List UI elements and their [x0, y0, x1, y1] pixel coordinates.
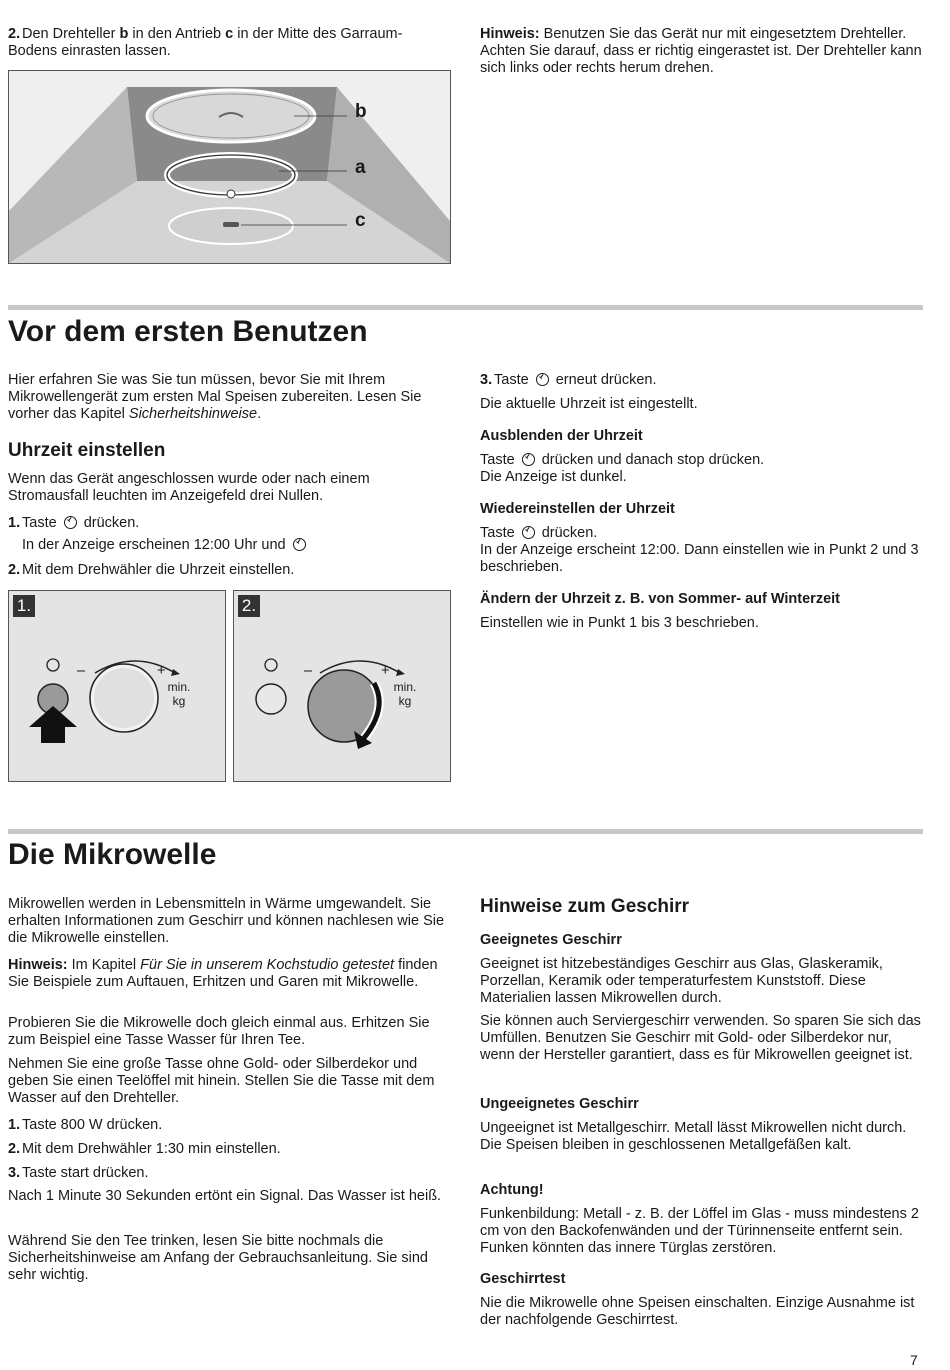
- heading-suitable-dishes: Geeignetes Geschirr: [480, 932, 622, 948]
- microwave-intro: Mikrowellen werden in Lebensmitteln in Wärme umgewandelt. Sie erhalten Informationen zum Geschirr und können nachlesen wie Sie die Mikrowelle einstellen.: [8, 896, 445, 946]
- turntable-figure: [8, 70, 451, 264]
- reset-clock-text: Taste drücken. In der Anzeige erscheint 12:00. Dann einstellen wie in Punkt 2 und 3 beschrieben.: [480, 525, 919, 575]
- microwave-step-3: 3. Taste start drücken.: [8, 1165, 149, 1181]
- serving-dishes-text: Sie können auch Serviergeschirr verwenden. So sparen Sie sich das Umfüllen. Benutzen Sie Geschirr mit Gold- oder Silberdekor nur, wenn der Hersteller garantiert, dass es für Mikrowellen geeignet ist.: [480, 1013, 921, 1063]
- microwave-step-2: 2. Mit dem Drehwähler 1:30 min einstellen.: [8, 1141, 281, 1157]
- clock-icon: [522, 526, 535, 539]
- control-panel-figure-1: [8, 590, 226, 782]
- panel-step-label: 2.: [238, 595, 260, 617]
- clock-icon: [522, 453, 535, 466]
- panel-plus: +: [157, 663, 166, 679]
- control-panel-figure-2: [233, 590, 451, 782]
- cup-text: Nehmen Sie eine große Tasse ohne Gold- oder Silberdekor und geben Sie einen Teelöffel mit hinein. Stellen Sie die Tasse mit dem Wasser auf den Drehteller.: [8, 1056, 435, 1106]
- section-title-microwave: Die Mikrowelle: [8, 838, 217, 871]
- clock-step-2: 2. Mit dem Drehwähler die Uhrzeit einstellen.: [8, 562, 295, 578]
- try-text: Probieren Sie die Mikrowelle doch gleich einmal aus. Erhitzen Sie zum Beispiel eine Tasse Wasser für Ihren Tee.: [8, 1015, 430, 1048]
- microwave-hint: Hinweis: Im Kapitel Für Sie in unserem Kochstudio getestet finden Sie Beispiele zum Auftauen, Erhitzen und Garen mit Mikrowelle.: [8, 957, 438, 990]
- clock-icon: [64, 516, 77, 529]
- suitable-dishes-text: Geeignet ist hitzebeständiges Geschirr aus Glas, Glaskeramik, Porzellan, Keramik oder temperaturfestem Kunststoff. Diese Materialien lassen Mikrowellen durch.: [480, 956, 883, 1006]
- panel-kg-label: kg: [398, 694, 412, 708]
- signal-text: Nach 1 Minute 30 Sekunden ertönt ein Signal. Das Wasser ist heiß.: [8, 1188, 442, 1204]
- label-b: b: [355, 101, 367, 122]
- turntable-illustration: [9, 71, 450, 263]
- heading-dish-test: Geschirrtest: [480, 1271, 566, 1287]
- microwave-step-1: 1. Taste 800 W drücken.: [8, 1117, 163, 1133]
- turntable-hint: Hinweis: Benutzen Sie das Gerät nur mit eingesetztem Drehteller. Achten Sie darauf, dass er richtig eingerastet ist. Der Drehteller kann sich links oder rechts herum drehen.: [480, 26, 922, 76]
- unsuitable-dishes-text: Ungeeignet ist Metallgeschirr. Metall lässt Mikrowellen nicht durch. Die Speisen bleiben in geschlossenen Metallgefäßen kalt.: [480, 1120, 907, 1153]
- heading-unsuitable-dishes: Ungeeignetes Geschirr: [480, 1096, 639, 1112]
- clock-icon: [536, 373, 549, 386]
- panel-kg-label: kg: [172, 694, 186, 708]
- panel-minus: –: [77, 663, 86, 679]
- label-c: c: [355, 210, 366, 231]
- heading-set-clock: Uhrzeit einstellen: [8, 440, 166, 461]
- step-2-turntable: 2. Den Drehteller b in den Antrieb c in der Mitte des Garraum-Bodens einrasten lassen.: [8, 26, 403, 59]
- hide-clock-text: Taste drücken und danach stop drücken. Die Anzeige ist dunkel.: [480, 452, 765, 485]
- section-rule: [8, 829, 923, 834]
- clock-step-1-result: In der Anzeige erscheinen 12:00 Uhr und: [22, 537, 309, 554]
- heading-change-clock: Ändern der Uhrzeit z. B. von Sommer- auf Winterzeit: [480, 591, 840, 607]
- section-title-first-use: Vor dem ersten Benutzen: [8, 315, 368, 348]
- panel-min-label: min.: [167, 680, 191, 694]
- panel-min-label: min.: [393, 680, 417, 694]
- panel-step-label: 1.: [13, 595, 35, 617]
- panel-plus: +: [381, 663, 390, 679]
- clock-step-3-result: Die aktuelle Uhrzeit ist eingestellt.: [480, 396, 698, 412]
- heading-reset-clock: Wiedereinstellen der Uhrzeit: [480, 501, 675, 517]
- first-use-intro: Hier erfahren Sie was Sie tun müssen, bevor Sie mit Ihrem Mikrowellengerät zum ersten Mal Speisen zubereiten. Lesen Sie vorher das Kapitel Sicherheitshinweise.: [8, 372, 422, 422]
- section-rule: [8, 305, 923, 310]
- clock-icon: [293, 538, 306, 551]
- panel-minus: –: [304, 663, 313, 679]
- dish-test-text: Nie die Mikrowelle ohne Speisen einschalten. Einzige Ausnahme ist der nachfolgende Geschirrtest.: [480, 1295, 915, 1328]
- set-clock-text: Wenn das Gerät angeschlossen wurde oder nach einem Stromausfall leuchten im Anzeigefeld drei Nullen.: [8, 471, 370, 504]
- label-a: a: [355, 157, 366, 178]
- clock-step-1: 1. Taste drücken.: [8, 515, 140, 531]
- tea-text: Während Sie den Tee trinken, lesen Sie bitte nochmals die Sicherheitshinweise am Anfang der Gebrauchsanleitung. Sie sind sehr wichtig.: [8, 1233, 428, 1283]
- clock-step-3: 3. Taste erneut drücken.: [480, 372, 657, 388]
- heading-dishes: Hinweise zum Geschirr: [480, 896, 690, 917]
- page-number: 7: [910, 1352, 918, 1368]
- change-clock-text: Einstellen wie in Punkt 1 bis 3 beschrieben.: [480, 615, 759, 631]
- heading-warning: Achtung!: [480, 1182, 544, 1198]
- warning-text: Funkenbildung: Metall - z. B. der Löffel im Glas - muss mindestens 2 cm von den Backofenwänden und der Türinnenseite entfernt sein. Funken könnten das innere Türglas zerstören.: [480, 1206, 919, 1256]
- heading-hide-clock: Ausblenden der Uhrzeit: [480, 428, 643, 444]
